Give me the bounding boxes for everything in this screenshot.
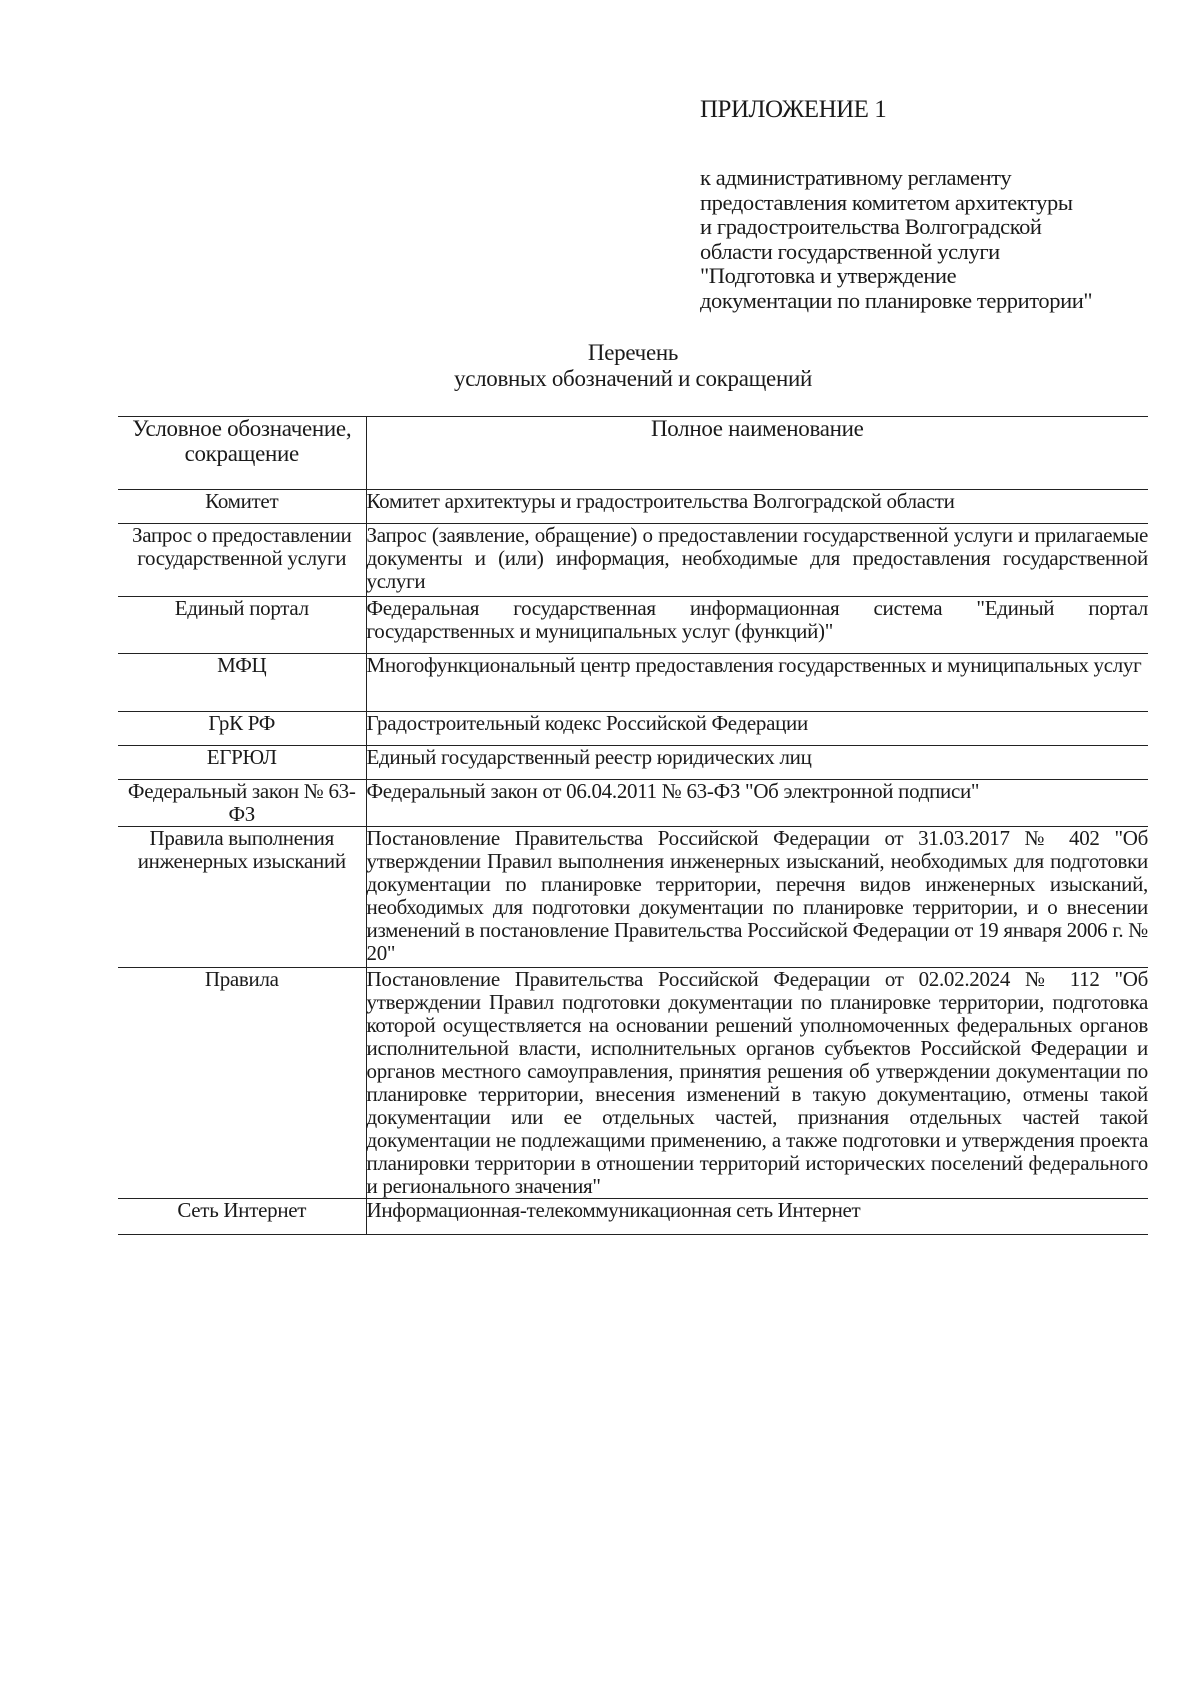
header-definition: Полное наименование [366, 417, 1148, 490]
table-row [118, 712, 1148, 746]
appendix-block [700, 95, 1140, 313]
abbreviations-table [118, 416, 1148, 1235]
appendix-line: "Подготовка и утверждение [700, 263, 957, 288]
row-term: Запрос о предоставлении государственной услуги [118, 524, 366, 597]
document-title-line1: Перечень [587, 340, 679, 365]
appendix-line: документации по планировке территории" [700, 287, 1093, 313]
row-term: ГрК РФ [118, 712, 366, 746]
appendix-line: и градостроительства Волгоградской [700, 214, 1042, 239]
appendix-line: к административному регламенту [700, 165, 1012, 190]
row-term: ЕГРЮЛ [118, 746, 366, 780]
row-definition: Информационная-телекоммуникационная сеть Интернет [366, 1199, 1148, 1235]
table-row [118, 524, 1148, 597]
row-definition: Комитет архитектуры и градостроительства Волгоградской области [366, 490, 1148, 524]
table-row [118, 746, 1148, 780]
row-definition: Градостроительный кодекс Российской Федерации [366, 712, 1148, 746]
row-term: Комитет [118, 490, 366, 524]
row-term: Правила выполнения инженерных изысканий [118, 827, 366, 968]
table-row [118, 490, 1148, 524]
row-term: Федеральный закон № 63-ФЗ [118, 780, 366, 827]
row-term: Правила [118, 968, 366, 1199]
appendix-line: области государственной услуги [700, 238, 1000, 264]
table-header-row [118, 417, 1148, 490]
row-definition: Постановление Правительства Российской Федерации от 31.03.2017 № 402 "Об утверждении Правил выполнения инженерных изысканий, необходимых для подготовки документации по планировке территории, перечня видов инженерных изысканий, необходимых для подготовки документации по планировке территории, и о внесении изменений в постановление Правительства Российской Федерации от 19 января 2006 г. № 20" [366, 827, 1148, 968]
row-definition: Единый государственный реестр юридических лиц [366, 746, 1148, 780]
row-definition: Постановление Правительства Российской Федерации от 02.02.2024 № 112 "Об утверждении Правил подготовки документации по планировке территории, подготовка которой осуществляется на основании решений уполномоченных федеральных органов исполнительной власти, исполнительных органов субъектов Российской Федерации и органов местного самоуправления, принятия решения об утверждении документации по планировке территории, внесения изменений в такую документацию, отмены такой документации или ее отдельных частей, признания отдельных частей такой документации не подлежащими применению, а также подготовки и утверждения проекта планировки территории в отношении территорий исторических поселений федерального и регионального значения" [366, 967, 1148, 1198]
document-title [118, 340, 1148, 392]
document-title-line2: условных обозначений и сокращений [454, 366, 812, 391]
appendix-title: ПРИЛОЖЕНИЕ 1 [700, 96, 887, 123]
row-term: Сеть Интернет [118, 1199, 366, 1235]
appendix-line: предоставления комитетом архитектуры [700, 189, 1073, 215]
row-definition: Федеральная государственная информационная система "Единый портал государственных и муниципальных услуг (функций)" [366, 597, 1148, 654]
table-row [118, 1199, 1148, 1235]
row-definition: Многофункциональный центр предоставления государственных и муниципальных услуг [366, 654, 1148, 712]
table-row [118, 654, 1148, 712]
table-row [118, 597, 1148, 654]
row-term: Единый портал [118, 597, 366, 654]
row-definition: Запрос (заявление, обращение) о предоставлении государственной услуги и прилагаемые документы и (или) информация, необходимые для предоставления государственной услуги [366, 524, 1148, 597]
table-row [118, 780, 1148, 827]
row-definition: Федеральный закон от 06.04.2011 № 63-ФЗ "Об электронной подписи" [366, 780, 1148, 827]
header-term: Условное обозначение, сокращение [118, 417, 366, 490]
row-term: МФЦ [118, 654, 366, 712]
table-row [118, 968, 1148, 1199]
table-row [118, 827, 1148, 968]
